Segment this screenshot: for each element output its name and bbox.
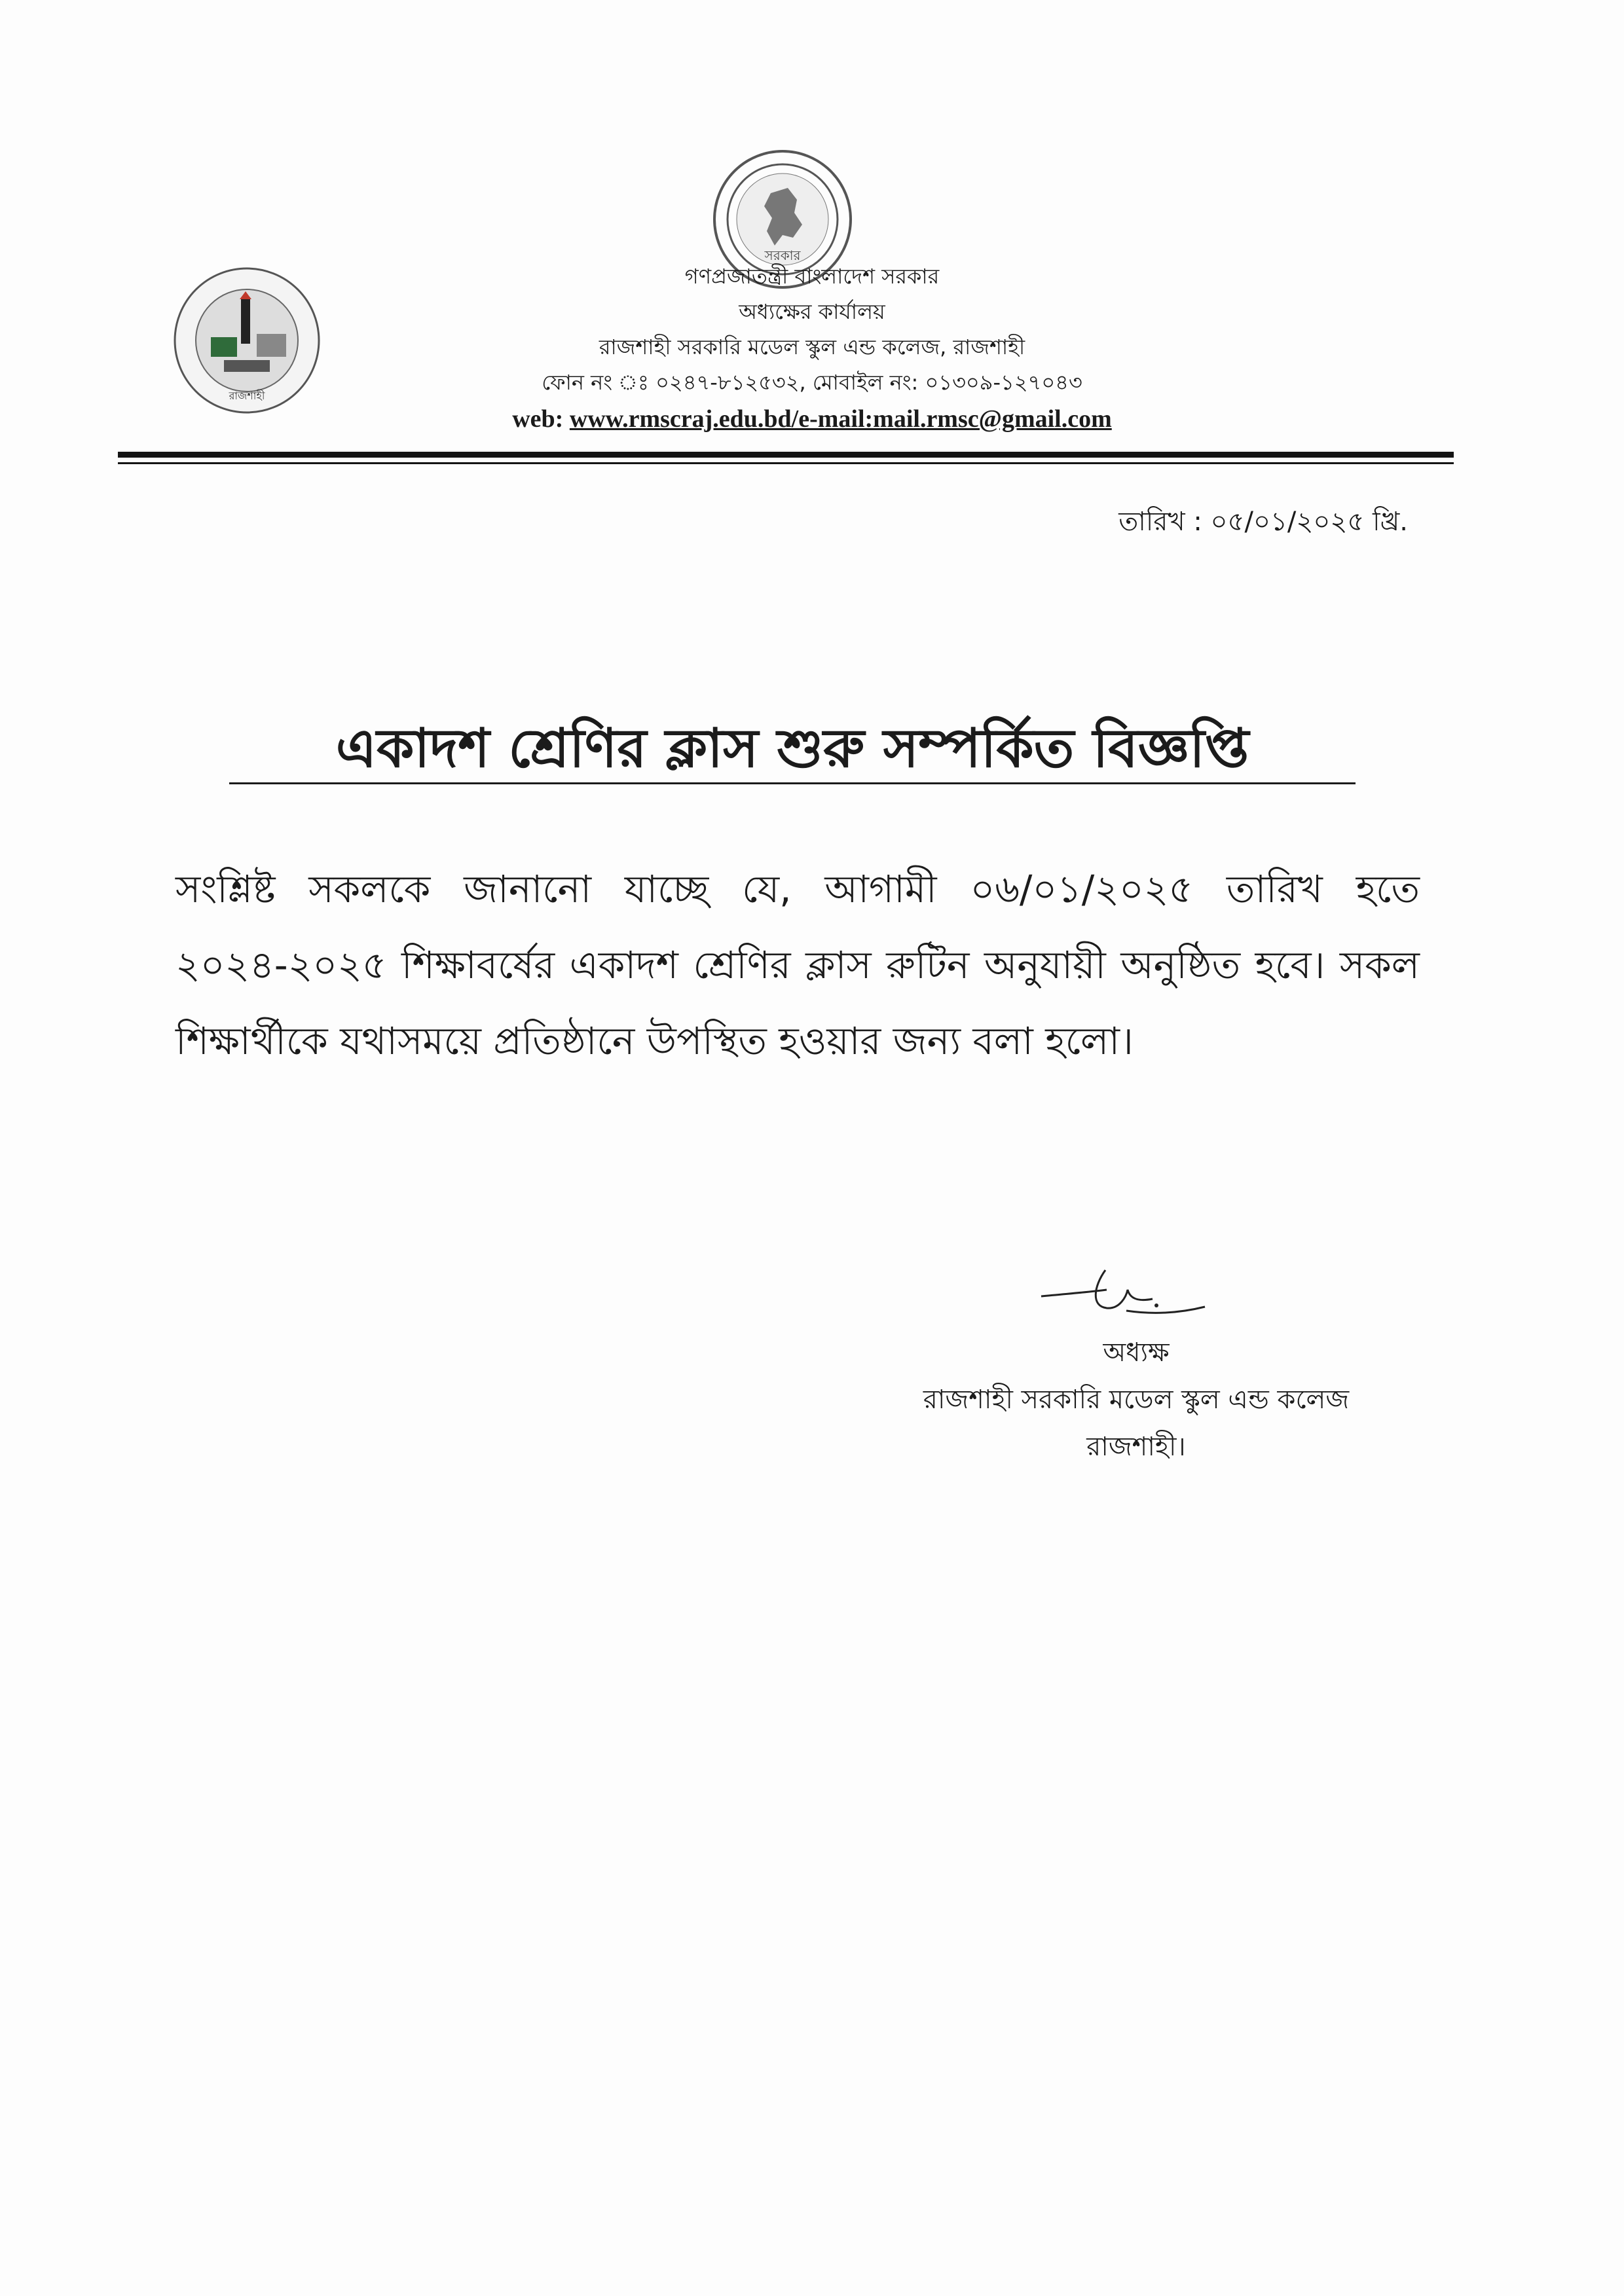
web-contact-line bbox=[367, 400, 1257, 438]
notice-body: সংশ্লিষ্ট সকলকে জানানো যাচ্ছে যে, আগামী ০৬/০১/২০২৫ তারিখ হতে ২০২৪-২০২৫ শিক্ষাবর্ষের একাদশ শ্রেণির ক্লাস রুটিন অনুযায়ী অনুষ্ঠিত হবে। সকল শিক্ষার্থীকে যথাসময়ে প্রতিষ্ঠানে উপস্থিত হওয়ার জন্য বলা হলো। bbox=[175, 867, 1420, 1063]
signatory-institution: রাজশাহী সরকারি মডেল স্কুল এন্ড কলেজ bbox=[923, 1385, 1350, 1415]
government-name: গণপ্রজাতন্ত্রী বাংলাদেশ সরকার bbox=[684, 264, 940, 289]
signature-icon bbox=[1028, 1250, 1225, 1329]
signatory-block bbox=[864, 1329, 1408, 1470]
office-name: অধ্যক্ষের কার্যালয় bbox=[739, 299, 885, 324]
school-logo-caption: রাজশাহী bbox=[229, 390, 265, 402]
school-logo-icon bbox=[172, 265, 322, 416]
notice-title: একাদশ শ্রেণির ক্লাস শুরু সম্পর্কিত বিজ্ঞপ্তি bbox=[335, 718, 1249, 780]
header-divider-thin bbox=[118, 462, 1454, 464]
title-underline bbox=[229, 782, 1356, 784]
header-divider-thick bbox=[118, 452, 1454, 458]
web-email-link[interactable]: www.rmscraj.edu.bd/e-mail:mail.rmsc@gmail.com bbox=[569, 405, 1112, 433]
notice-date: তারিখ : ০৫/০১/২০২৫ খ্রি. bbox=[1118, 507, 1408, 537]
web-label: web: bbox=[512, 405, 570, 433]
signatory-city: রাজশাহী। bbox=[1086, 1432, 1186, 1462]
gov-seal-caption: সরকার bbox=[764, 247, 801, 263]
phone-numbers: ফোন নং ঃ ০২৪৭-৮১২৫৩২, মোবাইল নং: ০১৩০৯-১২৭০৪৩ bbox=[542, 370, 1082, 395]
signatory-designation: অধ্যক্ষ bbox=[1103, 1338, 1170, 1368]
letterhead bbox=[367, 259, 1257, 438]
institution-name: রাজশাহী সরকারি মডেল স্কুল এন্ড কলেজ, রাজশাহী bbox=[599, 335, 1025, 359]
